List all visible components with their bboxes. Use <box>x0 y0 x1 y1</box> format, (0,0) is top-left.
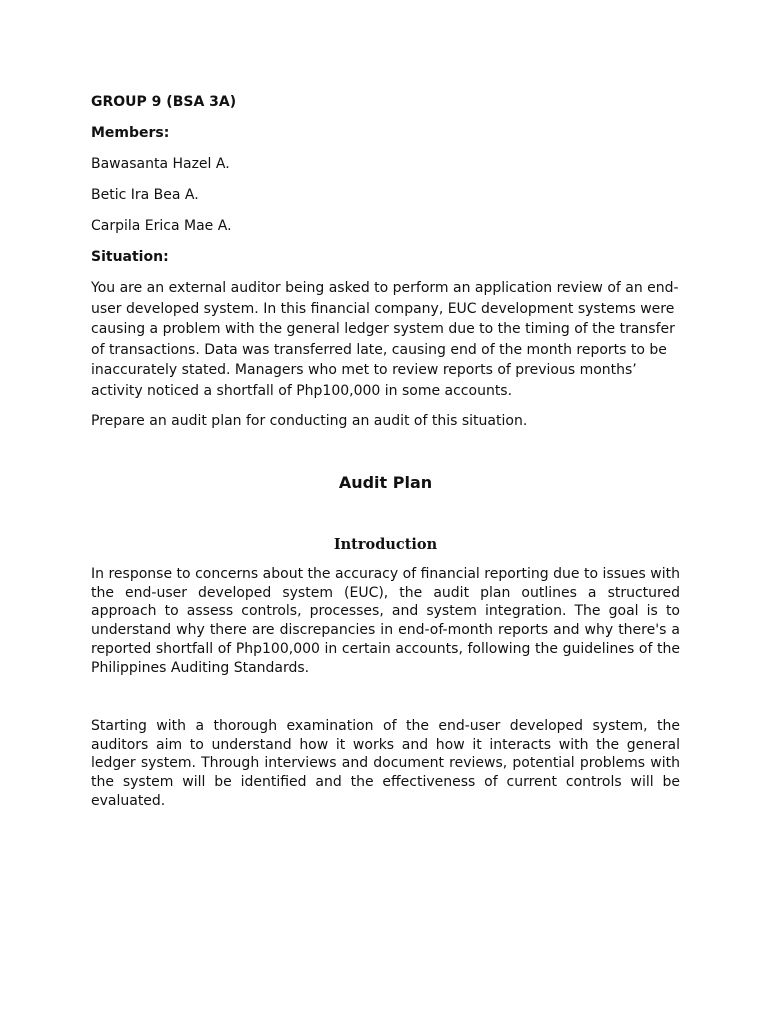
audit-plan-title: Audit Plan <box>338 473 433 492</box>
introduction-heading: Introduction <box>333 536 438 553</box>
member-name: Carpila Erica Mae A. <box>91 218 232 234</box>
situation-text: You are an external auditor being asked to perform an application review of an end-user developed system. In this financial company, EUC development systems were causing a problem with the general ledger system due to the timing of the transfer of transactions. Data was transferred late, causing end of the month reports to be inaccurately stated. Managers who met to review reports of previous months’ activity noticed a shortfall of Php100,000 in some accounts. <box>91 280 679 399</box>
instruction-text: Prepare an audit plan for conducting an audit of this situation. <box>91 413 528 429</box>
group-title: GROUP 9 (BSA 3A) <box>91 94 237 110</box>
member-name: Betic Ira Bea A. <box>91 187 199 203</box>
introduction-paragraph: In response to concerns about the accuracy of financial reporting due to issues with the end-user developed system (EUC), the audit plan outlines a structured approach to assess controls, processes, and system integration. The goal is to understand why there are discrepancies in end-of-month reports and why there's a reported shortfall of Php100,000 in certain accounts, following the guidelines of the Philippines Auditing Standards. <box>91 566 680 676</box>
introduction-paragraph: Starting with a thorough examination of the end-user developed system, the auditors aim to understand how it works and how it interacts with the general ledger system. Through interviews and document reviews, potential problems with the system will be identified and the effectiveness of current controls will be evaluated. <box>91 718 680 809</box>
member-name: Bawasanta Hazel A. <box>91 156 230 172</box>
members-heading: Members: <box>91 125 170 141</box>
situation-heading: Situation: <box>91 249 169 265</box>
